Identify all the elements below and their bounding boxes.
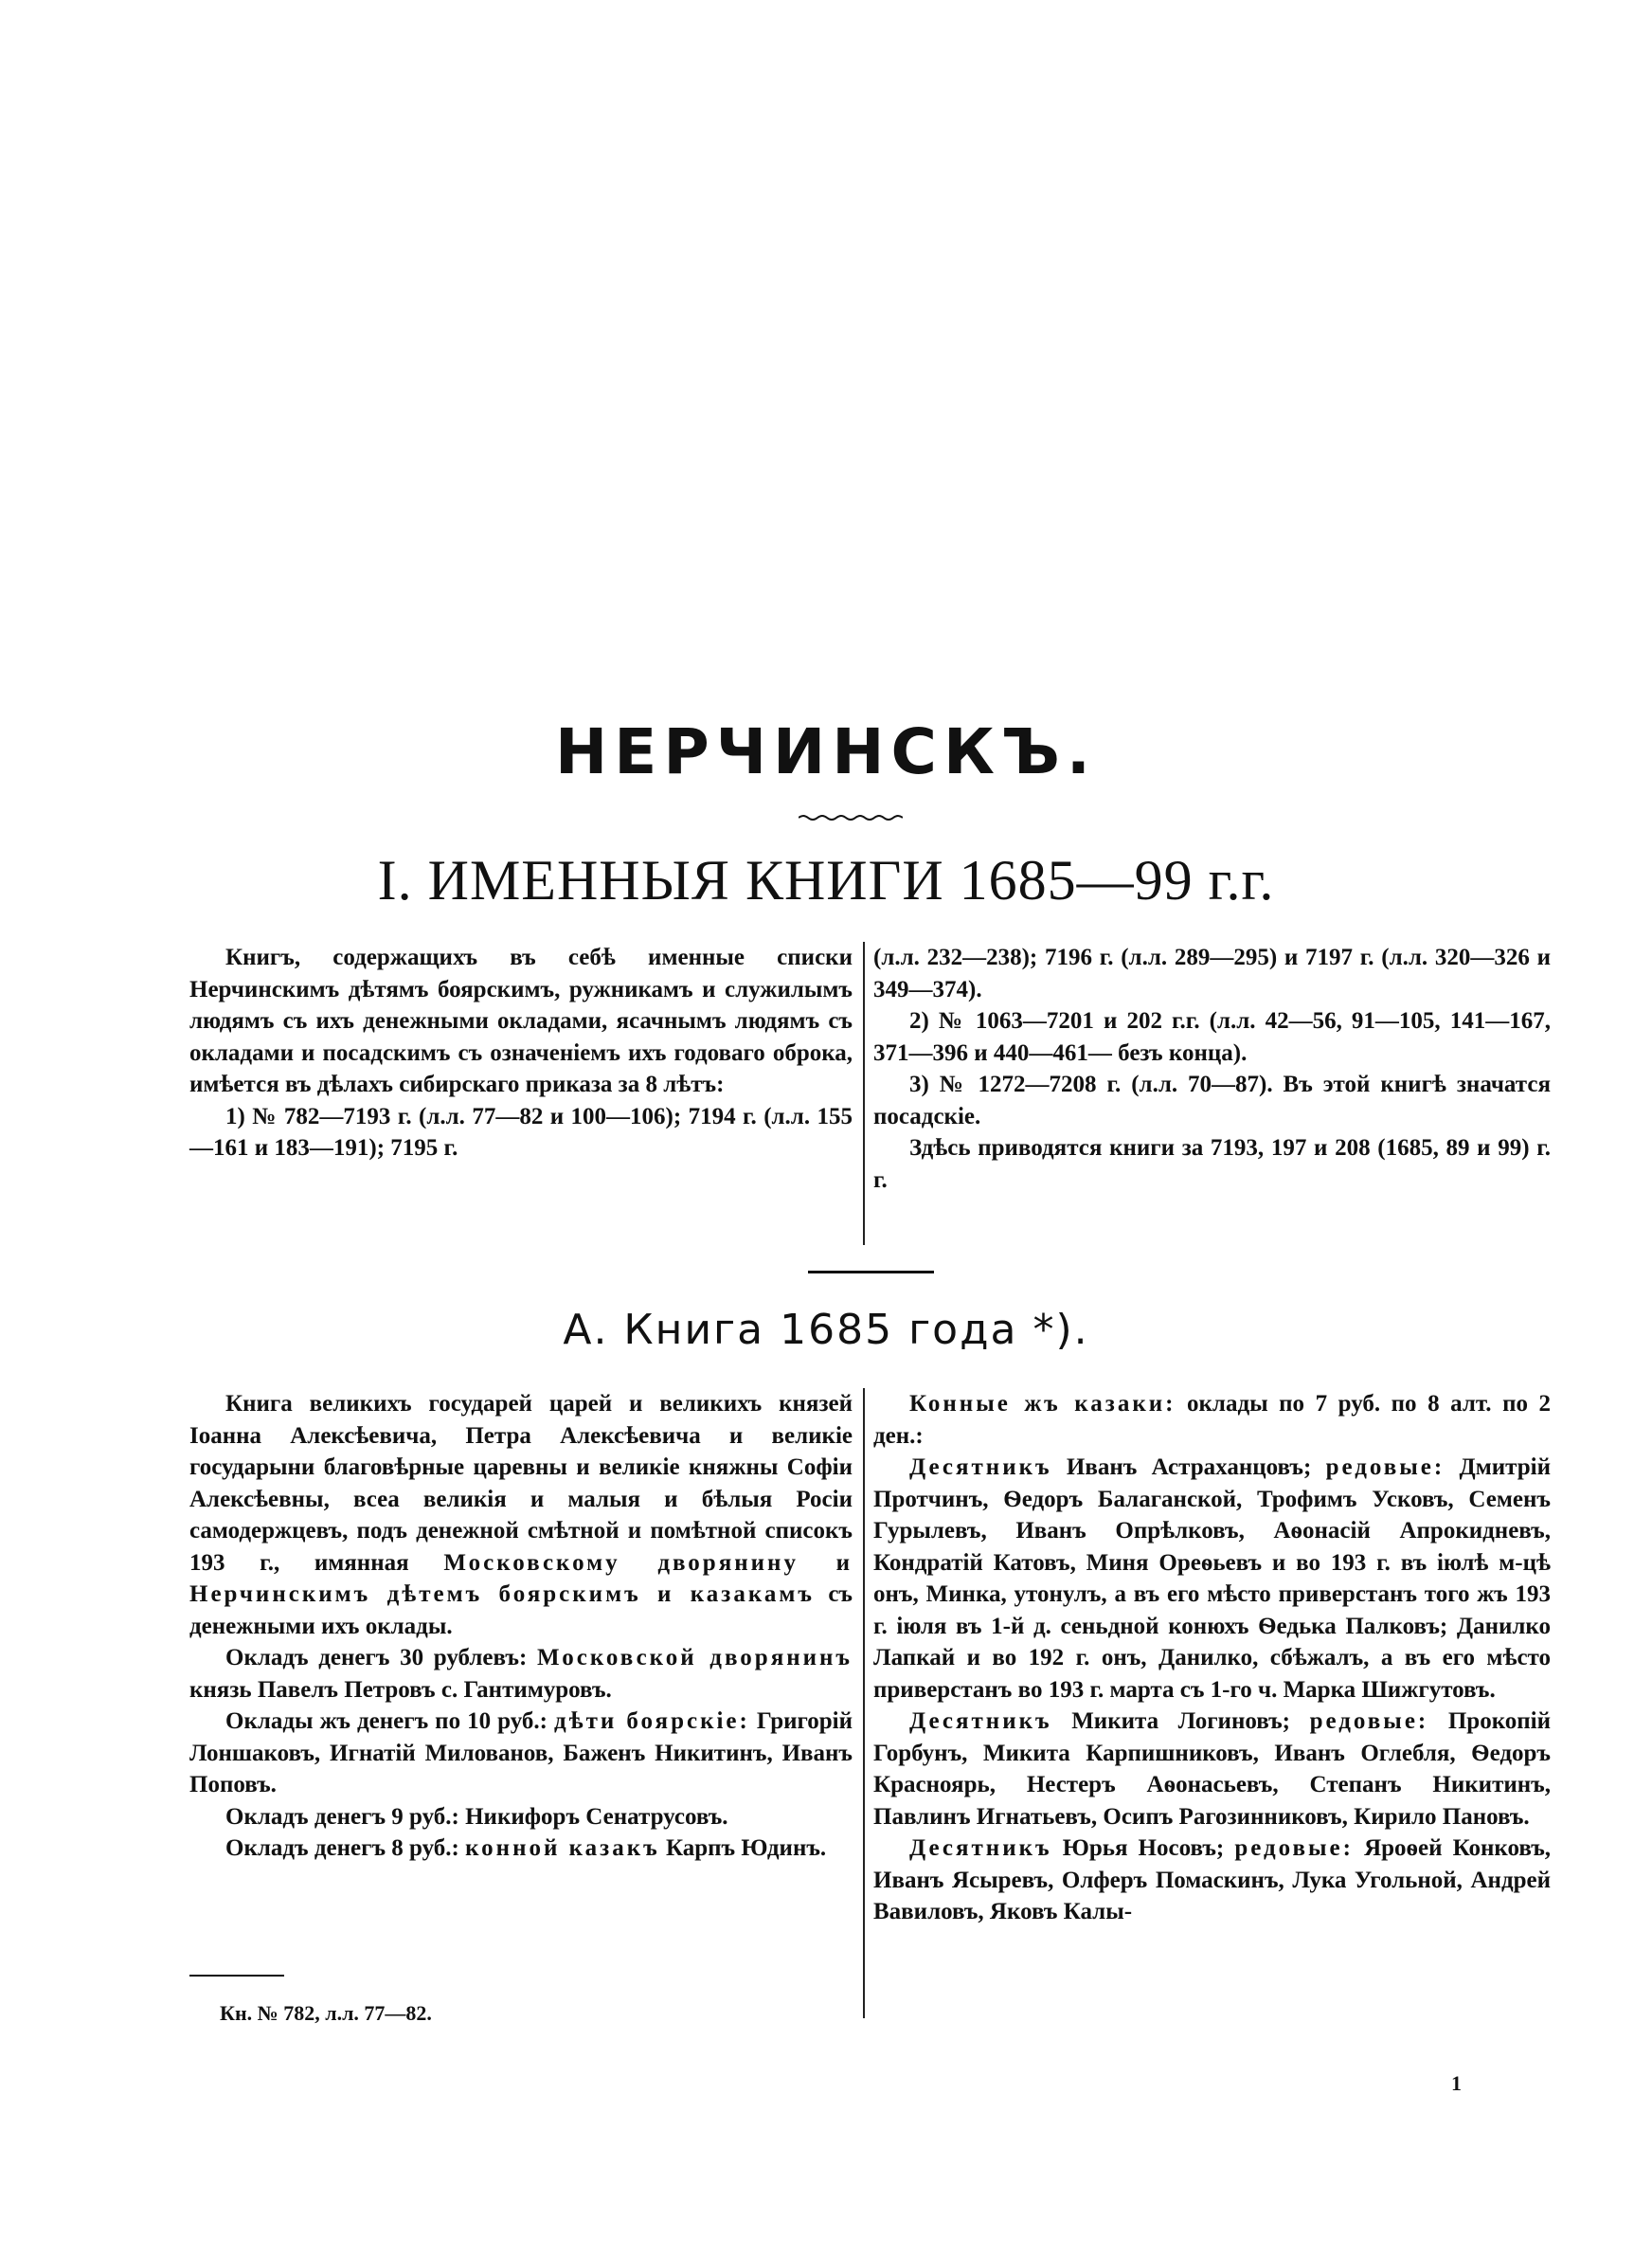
intro-paragraph: 1) № 782—7193 г. (л.л. 77—82 и 100—106); 7194 г. (л.л. 155—161 и 183—191); 7195 г.: [189, 1103, 853, 1161]
column-divider: [863, 1388, 865, 2018]
page-title: НЕРЧИНСКЪ.: [555, 715, 1097, 788]
book-paragraph: [873, 1833, 1551, 1928]
text-run: Оклады жъ денегъ по 10 руб.:: [225, 1708, 548, 1734]
text-run: Дмитрій Протчинъ, Ѳедоръ Балаганской, Трофимъ Усковъ, Семенъ Гурылевъ, Иванъ Опрѣлковъ, Аѳонасій Апрокидневъ, Кондратій Катовъ, Миня Ореѳьевъ и во 193 г. въ іюлѣ м-цѣ онъ, Минка, утонулъ, а въ его мѣсто приверстанъ того жъ 193 г. іюля въ 1-й д. сеньдной конюхъ Ѳедька Палковъ; Данилко Лапкай и во 192 г. онъ, Данилко, сбѣжалъ, а въ его мѣсто приверстанъ во 193 г. марта съ 1-го ч. Марка Шижгутовъ.: [873, 1454, 1551, 1703]
text-run: Карпъ Юдинъ.: [665, 1835, 827, 1861]
title-ornament: [799, 813, 903, 822]
subsection-title: А. Книга 1685 года *).: [563, 1306, 1089, 1354]
text-run: Окладъ денегъ 30 рублевъ:: [225, 1645, 528, 1670]
book-paragraph: [189, 1706, 853, 1801]
spaced-text: редовые:: [1309, 1708, 1429, 1734]
book-paragraph: [873, 1388, 1551, 1452]
book-paragraph: [873, 1706, 1551, 1833]
spaced-text: конной казакъ: [465, 1835, 660, 1861]
intro-paragraph: Здѣсь приводятся книги за 7193, 197 и 208 (1685, 89 и 99) г. г.: [873, 1135, 1551, 1193]
intro-paragraph: 2) № 1063—7201 и 202 г.г. (л.л. 42—56, 91—105, 141—167, 371—396 и 440—461— безъ конца).: [873, 1008, 1551, 1066]
text-run: Юрья Носовъ;: [1062, 1835, 1225, 1861]
spaced-text: редовые:: [1325, 1454, 1446, 1480]
book-paragraph: [189, 1833, 853, 1865]
footnote-rule: [189, 1975, 284, 1977]
spaced-text: Десятникъ: [909, 1835, 1052, 1861]
section-title: I. ИМЕННЫЯ КНИГИ 1685—99 г.г.: [377, 849, 1275, 912]
intro-paragraph: (л.л. 232—238); 7196 г. (л.л. 289—295) и 7197 г. (л.л. 320—326 и 349—374).: [873, 945, 1551, 1002]
text-run: Книга великихъ государей царей и великихъ князей Іоанна Алексѣевича, Петра Алексѣевича и великіе государыни благовѣрные царевны и великіе княжны Софіи Алексѣевны, всеа великія и малыя и бѣлыя Росіи самодержцевъ, подъ денежной смѣтной и помѣтной списокъ 193 г., имянная: [189, 1391, 853, 1576]
spaced-text: Московской дворянинъ: [536, 1645, 853, 1670]
intro-paragraph: Книгъ, содержащихъ въ себѣ именные списки Нерчинскимъ дѣтямъ боярскимъ, ружникамъ и служилымъ людямъ съ ихъ денежными окладами, ясачнымъ людямъ съ окладами и посадскимъ съ означеніемъ ихъ годоваго оброка, имѣется въ дѣлахъ сибирскаго приказа за 8 лѣтъ:: [189, 945, 853, 1097]
book-paragraph: [189, 1642, 853, 1706]
spaced-text: Московскому дворянину и Нерчинскимъ дѣтемъ боярскимъ и казакамъ: [189, 1549, 853, 1607]
column-divider: [863, 942, 865, 1245]
text-run: Григорій Лоншаковъ, Игнатій Милованов, Баженъ Никитинъ, Иванъ Поповъ.: [189, 1708, 853, 1797]
intro-paragraph: 3) № 1272—7208 г. (л.л. 70—87). Въ этой книгѣ значатся посадскіе.: [873, 1072, 1551, 1129]
book-paragraph: Окладъ денегъ 9 руб.: Никифоръ Сенатрусовъ.: [225, 1803, 728, 1830]
text-run: Яроѳей Конковъ, Иванъ Ясыревъ, Олферъ Помаскинъ, Лука Угольной, Андрей Вавиловъ, Яковъ Калы-: [873, 1835, 1552, 1924]
footnote: Кн. № 782, л.л. 77—82.: [220, 2001, 432, 2025]
text-run: Окладъ денегъ 8 руб.:: [225, 1835, 459, 1861]
text-run: Микита Логиновъ;: [1071, 1708, 1291, 1734]
book-paragraph: [189, 1388, 853, 1642]
text-run: Иванъ Астраханцовъ;: [1066, 1454, 1312, 1480]
book-paragraph: [873, 1452, 1551, 1706]
text-run: князь Павелъ Петровъ с. Гантимуровъ.: [189, 1676, 612, 1703]
text-run: съ денежными ихъ оклады.: [189, 1581, 853, 1639]
spaced-text: редовые:: [1234, 1835, 1354, 1861]
intro-right-column: [873, 942, 1551, 1196]
page-number: 1: [1451, 2071, 1462, 2095]
spaced-text: Конные жъ казаки:: [909, 1391, 1176, 1417]
book-right-column: [873, 1388, 1551, 1928]
book-left-column: [189, 1388, 853, 1865]
intro-left-column: [189, 942, 853, 1165]
spaced-text: дѣти боярскіе:: [554, 1708, 750, 1734]
text-run: оклады по 7 руб. по 8 алт. по 2 ден.:: [873, 1391, 1552, 1449]
text-run: Прокопій Горбунъ, Микита Карпишниковъ, Иванъ Оглебля, Ѳедоръ Красноярь, Нестеръ Аѳонасьевъ, Степанъ Никитинъ, Павлинъ Игнатьевъ, Осипъ Рагозинниковъ, Кирило Пановъ.: [873, 1708, 1552, 1830]
section-divider: [808, 1271, 934, 1273]
spaced-text: Десятникъ: [909, 1708, 1052, 1734]
spaced-text: Десятникъ: [909, 1454, 1052, 1480]
